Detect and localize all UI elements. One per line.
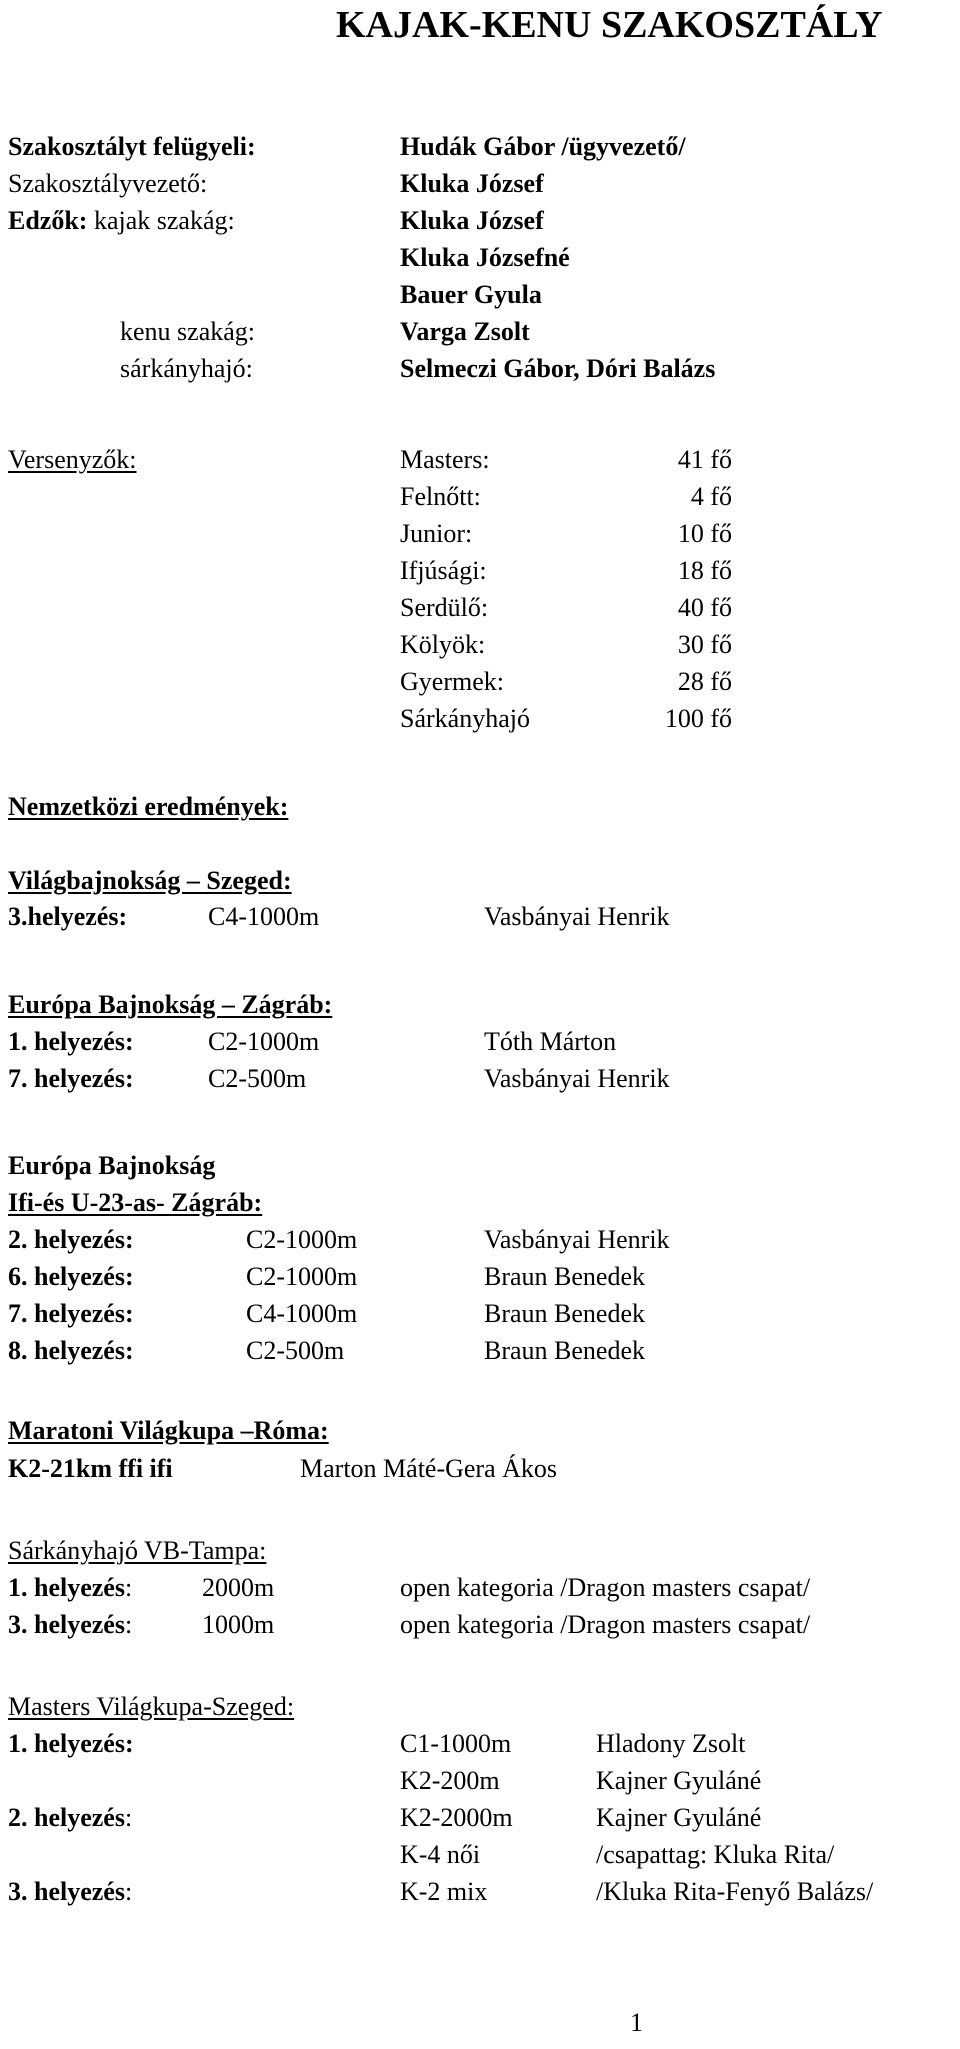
result-event: 1000m — [202, 1610, 275, 1639]
staff-value: Kluka Józsefné — [400, 243, 570, 272]
result-event: C4-1000m — [208, 902, 320, 931]
competitor-category: Sárkányhajó — [400, 704, 530, 733]
result-name: open kategoria /Dragon masters csapat/ — [400, 1573, 811, 1602]
result-event: K2-200m — [400, 1766, 500, 1795]
staff-label: sárkányhajó: — [120, 354, 253, 383]
page-title: KAJAK-KENU SZAKOSZTÁLY — [336, 4, 883, 46]
result-event: K2-2000m — [400, 1803, 513, 1832]
section-heading: Európa Bajnokság – Zágráb: — [8, 990, 333, 1019]
competitor-count: 4 fő — [690, 482, 732, 511]
competitor-count: 40 fő — [677, 593, 732, 622]
result-place: 8. helyezés: — [8, 1336, 134, 1365]
staff-label-rest: kajak szakág: — [87, 206, 235, 235]
section-heading: Maratoni Világkupa –Róma: — [8, 1416, 329, 1445]
result-place: 6. helyezés: — [8, 1262, 134, 1291]
result-name: /Kluka Rita-Fenyő Balázs/ — [596, 1877, 874, 1906]
competitor-count: 30 fő — [677, 630, 732, 659]
competitor-count: 100 fő — [664, 704, 732, 733]
result-place: 1. helyezés: — [8, 1729, 134, 1758]
result-name: Vasbányai Henrik — [484, 1064, 670, 1093]
competitor-count: 41 fő — [677, 445, 732, 474]
page-number: 1 — [630, 2008, 643, 2037]
result-place — [8, 1575, 132, 1601]
result-event: C2-500m — [208, 1064, 307, 1093]
result-place — [8, 1805, 132, 1831]
staff-label — [8, 208, 235, 234]
staff-label: kenu szakág: — [120, 317, 256, 346]
result-place: 3.helyezés: — [8, 902, 128, 931]
result-name: Braun Benedek — [484, 1336, 646, 1365]
competitor-count: 18 fő — [677, 556, 732, 585]
result-name: Vasbányai Henrik — [484, 902, 670, 931]
result-place: 7. helyezés: — [8, 1299, 134, 1328]
result-name: Vasbányai Henrik — [484, 1225, 670, 1254]
result-place — [8, 1612, 132, 1638]
staff-value: Kluka József — [400, 169, 544, 198]
result-name: Marton Máté-Gera Ákos — [300, 1454, 558, 1483]
competitor-category: Kölyök: — [400, 630, 486, 659]
intl-results-heading: Nemzetközi eredmények: — [8, 792, 289, 821]
section-heading: Masters Világkupa-Szeged: — [8, 1692, 295, 1721]
result-event: C1-1000m — [400, 1729, 512, 1758]
result-place-rest: : — [124, 1610, 133, 1639]
competitor-category: Gyermek: — [400, 667, 504, 696]
result-place-bold: 3. helyezés — [8, 1877, 125, 1906]
staff-label-bold: Edzők: — [8, 206, 88, 235]
staff-value: Bauer Gyula — [400, 280, 542, 309]
section-heading: Ifi-és U-23-as- Zágráb: — [8, 1188, 263, 1217]
result-name: Braun Benedek — [484, 1299, 646, 1328]
result-place-rest: : — [124, 1573, 133, 1602]
result-name: Tóth Márton — [484, 1027, 617, 1056]
competitors-heading: Versenyzők: — [8, 445, 137, 474]
result-name: Braun Benedek — [484, 1262, 646, 1291]
result-name: Hladony Zsolt — [596, 1729, 746, 1758]
result-place-bold: 2. helyezés — [8, 1803, 125, 1832]
section-heading: Világbajnokság – Szeged: — [8, 866, 292, 895]
competitor-count: 10 fő — [677, 519, 732, 548]
result-event: K-4 női — [400, 1840, 481, 1869]
staff-value: Hudák Gábor /ügyvezető/ — [400, 132, 686, 161]
staff-value: Selmeczi Gábor, Dóri Balázs — [400, 354, 716, 383]
result-event: C2-1000m — [246, 1262, 358, 1291]
section-heading-part: Európa Bajnokság — [8, 1151, 216, 1180]
competitor-count: 28 fő — [677, 667, 732, 696]
result-event: K2-21km ffi ifi — [8, 1454, 173, 1483]
result-place — [8, 1879, 132, 1905]
result-event: C2-1000m — [246, 1225, 358, 1254]
staff-value: Varga Zsolt — [400, 317, 530, 346]
competitor-category: Masters: — [400, 445, 490, 474]
section-heading: Sárkányhajó VB-Tampa: — [8, 1536, 267, 1565]
result-event: C2-1000m — [208, 1027, 320, 1056]
result-place-bold: 1. helyezés — [8, 1573, 125, 1602]
result-place: 1. helyezés: — [8, 1027, 134, 1056]
result-name: /csapattag: Kluka Rita/ — [596, 1840, 835, 1869]
staff-label: Szakosztályvezető: — [8, 169, 208, 198]
result-place: 7. helyezés: — [8, 1064, 134, 1093]
result-event: K-2 mix — [400, 1877, 488, 1906]
result-name: Kajner Gyuláné — [596, 1803, 762, 1832]
staff-label: Szakosztályt felügyeli: — [8, 132, 256, 161]
result-event: 2000m — [202, 1573, 275, 1602]
competitor-category: Ifjúsági: — [400, 556, 487, 585]
result-name: Kajner Gyuláné — [596, 1766, 762, 1795]
competitor-category: Felnőtt: — [400, 482, 481, 511]
competitor-category: Junior: — [400, 519, 473, 548]
result-event: C2-500m — [246, 1336, 345, 1365]
result-place-bold: 3. helyezés — [8, 1610, 125, 1639]
result-place: 2. helyezés: — [8, 1225, 134, 1254]
staff-value: Kluka József — [400, 206, 544, 235]
result-place-rest: : — [124, 1877, 133, 1906]
result-name: open kategoria /Dragon masters csapat/ — [400, 1610, 811, 1639]
section-heading — [8, 1153, 215, 1179]
result-place-rest: : — [124, 1803, 133, 1832]
result-event: C4-1000m — [246, 1299, 358, 1328]
competitor-category: Serdülő: — [400, 593, 489, 622]
